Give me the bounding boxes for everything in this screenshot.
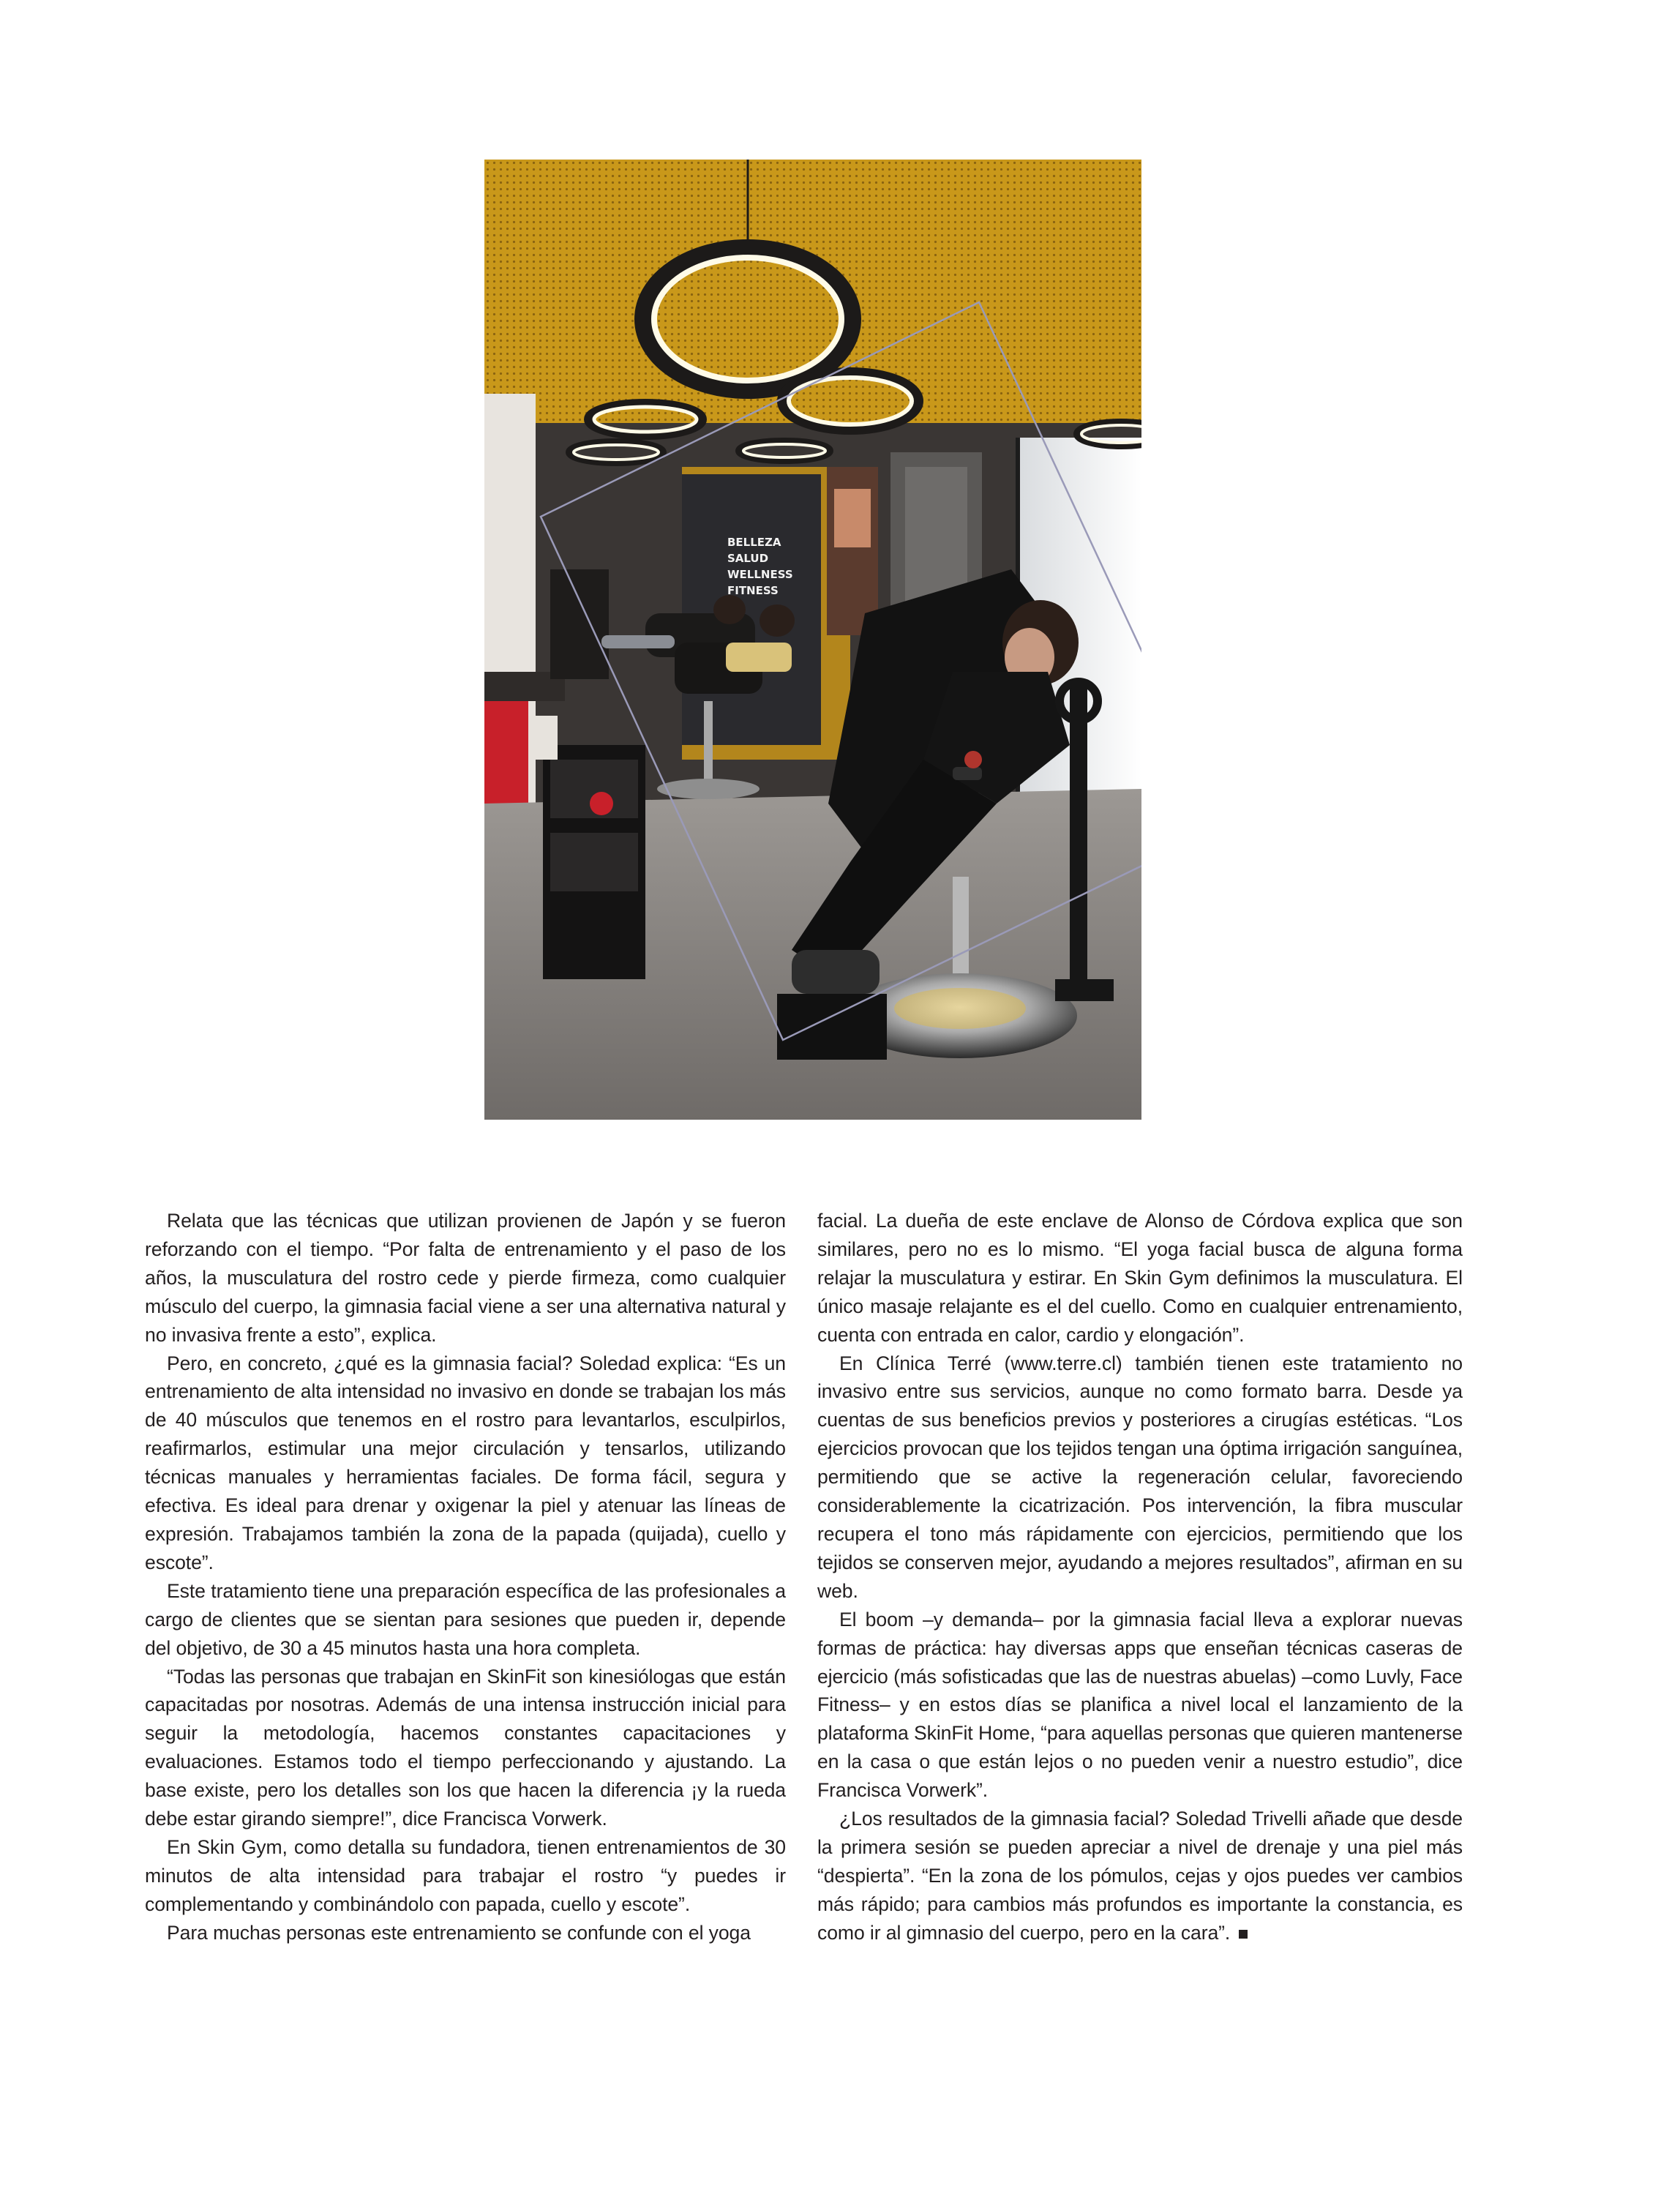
svg-text:SALUD: SALUD <box>727 552 769 565</box>
dark-wall-panel <box>682 474 821 745</box>
paragraph-continued: facial. La dueña de este enclave de Alonso de Córdova explica que son similares, pero no es lo mismo. “El yoga facial busca de alguna forma relajar la musculatura y estirar. En Skin Gym definimos la musculatura. El único masaje relajante es el del cuello. Como en cualquier entrenamiento, cuenta con entrada en calor, cardio y elongación”. <box>817 1210 1463 1346</box>
paragraph: En Skin Gym, como detalla su fundadora, tienen entrenamientos de 30 minutos de alta intensidad para trabajar el rostro “y puedes ir complementando y combinándolo con papada, cuello y escote”. <box>145 1835 786 1915</box>
article-photo <box>484 160 1141 1120</box>
paragraph: Para muchas personas este entrenamiento se confunde con el yoga <box>167 1921 751 1944</box>
paragraph: El boom –y demanda– por la gimnasia facial lleva a explorar nuevas formas de práctica: hay diversas apps que enseñan técnicas caseras de ejercicio (más sofisticadas que las de nuestras abuelas) –como Luvly, Face Fitness– y en estos días se planifica a nivel local el lanzamiento de la plataforma SkinFit Home, “para aquellas personas que quieren mantenerse en la casa o que están lejos o no pueden venir a nuestro estudio”, dice Francisca Vorwerk”. <box>817 1608 1463 1802</box>
salon-scene-illustration <box>484 160 1141 1120</box>
paragraph: “Todas las personas que trabajan en SkinFit son kinesiólogas que están capacitadas por nosotras. Además de una intensa instrucción inicial para seguir la metodología, hacemos constantes capacitaciones y evaluaciones. Estamos todo el tiempo perfeccionando y ajustando. La base existe, pero los detalles son los que hacen la diferencia ¡y la rueda debe estar girando siempre!”, dice Francisca Vorwerk. <box>145 1665 786 1830</box>
paragraph: Relata que las técnicas que utilizan provienen de Japón y se fueron reforzando con el tiempo. “Por falta de entrenamiento y el paso de los años, la musculatura del rostro cede y pierde firmeza, como cualquier músculo del cuerpo, la gimnasia facial viene a ser una alternativa natural y no invasiva frente a esto”, explica. <box>145 1210 786 1346</box>
svg-text:FITNESS: FITNESS <box>727 584 779 597</box>
svg-text:BELLEZA: BELLEZA <box>727 536 781 549</box>
paragraph: En Clínica Terré (www.terre.cl) también tienen este tratamiento no invasivo entre sus servicios, aunque no como formato barra. Desde ya cuentas de sus beneficios previos y posteriores a cirugías estéticas. “Los ejercicios provocan que los tejidos tengan una óptima irrigación sanguínea, permitiendo que se active la regeneración celular, favoreciendo considerablemente la cicatrización. Pos intervención, la fibra muscular recupera el tono más rápidamente con ejercicios, permitiendo que los tejidos se conserven mejor, ayudando a mejores resultados”, afirman en su web. <box>817 1352 1463 1602</box>
paragraph: Pero, en concreto, ¿qué es la gimnasia facial? Soledad explica: “Es un entrenamiento de alta intensidad no invasivo en donde se trabajan los más de 40 músculos que tenemos en el rostro para levantarlos, esculpirlos, reafirmarlos, estimular una mejor circulación y tensarlos, utilizando técnicas manuales y herramientas faciales. De forma fácil, segura y efectiva. Es ideal para drenar y oxigenar la piel y atenuar las líneas de expresión. Trabajamos también la zona de la papada (quijada), cuello y escote”. <box>145 1352 786 1573</box>
end-of-article-mark <box>1239 1930 1248 1939</box>
svg-text:WELLNESS: WELLNESS <box>727 568 793 581</box>
reception-desk <box>550 569 609 679</box>
service-cart <box>528 716 645 979</box>
article-column-right <box>817 1207 1463 1947</box>
final-paragraph-text: ¿Los resultados de la gimnasia facial? Soledad Trivelli añade que desde la primera sesión se pueden apreciar a nivel de drenaje y una piel más “despierta”. “En la zona de los pómulos, cejas y ojos puedes ver cambios más rápido; para cambios más profundos es importante la constancia, es como ir al gimnasio del cuerpo, pero en la cara”. <box>817 1808 1463 1944</box>
article-column-left <box>145 1207 786 1947</box>
final-paragraph <box>817 1805 1463 1947</box>
footrest <box>777 994 887 1060</box>
paragraph: Este tratamiento tiene una preparación específica de las profesionales a cargo de clientes que se sientan para sesiones que pueden ir, depende del objetivo, de 30 a 45 minutos hasta una hora completa. <box>145 1579 786 1659</box>
